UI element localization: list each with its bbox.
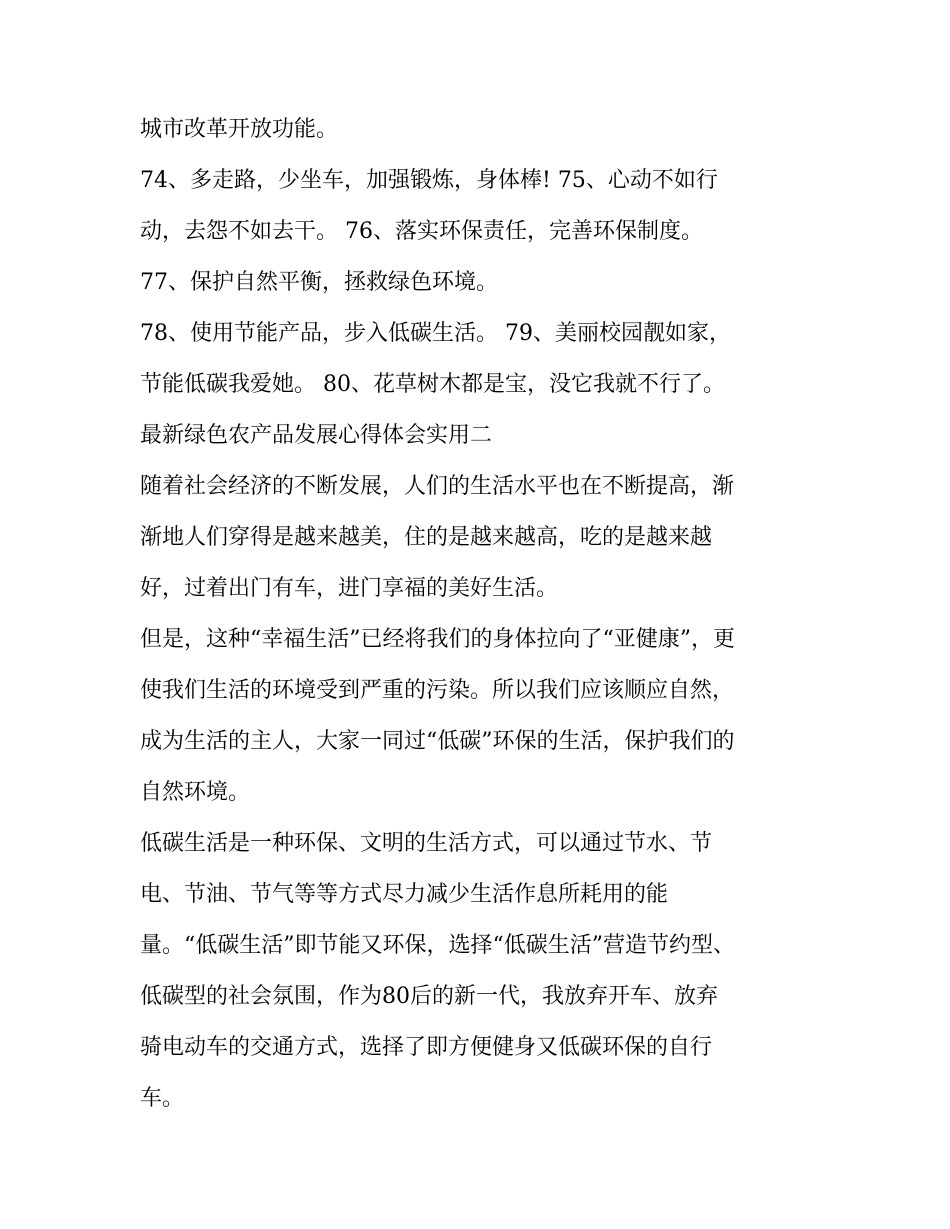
text-line: 随着社会经济的不断发展，人们的生活水平也在不断提高，渐 [140, 474, 735, 499]
text-line: 低碳型的社会氛围，作为80后的新一代，我放弃开车、放弃 [140, 984, 718, 1009]
section-heading: 最新绿色农产品发展心得体会实用二 [140, 423, 493, 448]
text-line: 车。 [140, 1086, 185, 1111]
text-line: 动，去怨不如去干。 76、落实环保责任，完善环保制度。 [140, 219, 703, 244]
text-line: 使我们生活的环境受到严重的污染。所以我们应该顺应自然， [140, 678, 735, 703]
text-line: 城市改革开放功能。 [140, 117, 339, 142]
text-line: 低碳生活是一种环保、文明的生活方式，可以通过节水、节 [140, 831, 713, 856]
text-line: 成为生活的主人，大家一同过“低碳”环保的生活，保护我们的 [140, 729, 735, 754]
text-line: 量。“低碳生活”即节能又环保，选择“低碳生活”营造节约型、 [140, 933, 735, 958]
text-line: 好，过着出门有车，进门享福的美好生活。 [140, 576, 559, 601]
text-line: 77、保护自然平衡，拯救绿色环境。 [140, 270, 498, 295]
text-line: 但是，这种“幸福生活”已经将我们的身体拉向了“亚健康”，更 [140, 627, 735, 652]
text-line: 78、使用节能产品，步入低碳生活。 79、美丽校园靓如家， [140, 321, 731, 346]
text-line: 自然环境。 [140, 780, 251, 805]
text-line: 节能低碳我爱她。 80、花草树木都是宝，没它我就不行了。 [140, 372, 725, 397]
text-line: 骑电动车的交通方式，选择了即方便健身又低碳环保的自行 [140, 1035, 713, 1060]
text-line: 渐地人们穿得是越来越美，住的是越来越高，吃的是越来越 [140, 525, 713, 550]
text-line: 74、多走路，少坐车，加强锻炼，身体棒! 75、心动不如行 [140, 168, 718, 193]
text-line: 电、节油、节气等等方式尽力减少生活作息所耗用的能 [140, 882, 669, 907]
